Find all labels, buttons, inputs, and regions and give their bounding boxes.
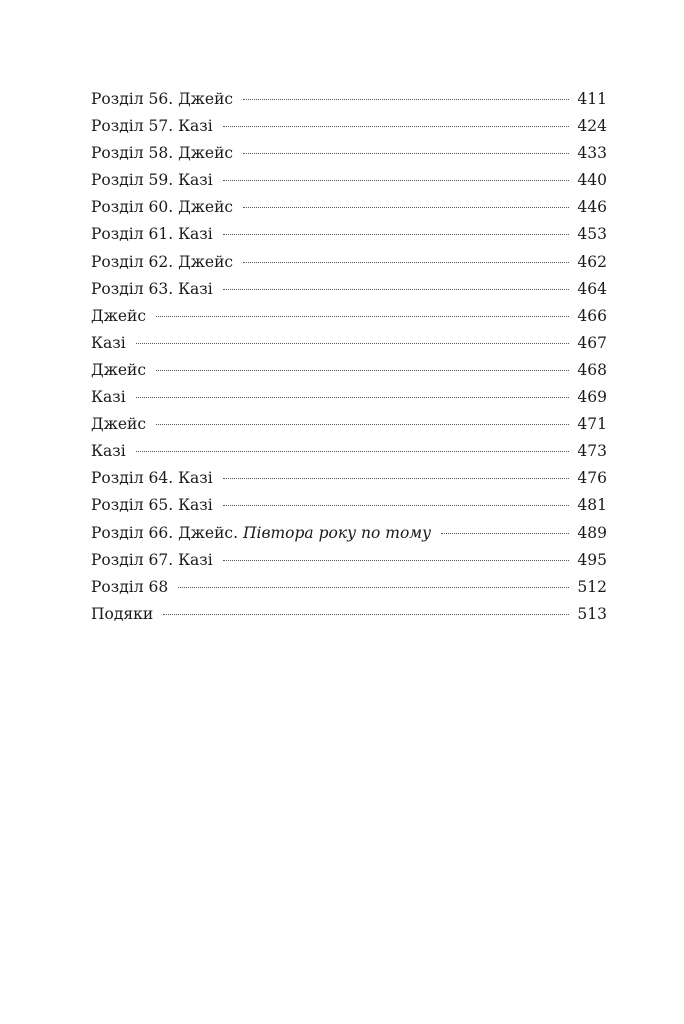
toc-entry[interactable] [91,303,607,330]
toc-entry-page: 464 [577,279,607,298]
dot-leader [223,126,569,127]
dot-leader [163,614,569,615]
dot-leader [243,207,569,208]
toc-entry-title: Розділ 63. Казі [91,279,213,298]
dot-leader [223,505,569,506]
toc-entry-page: 411 [577,90,607,108]
toc-entry[interactable] [91,547,607,574]
toc-entry[interactable] [91,520,607,547]
toc-entry[interactable] [91,574,607,601]
toc-entry-page: 433 [577,144,607,163]
toc-entry-title: Розділ 65. Казі [91,496,213,515]
toc-entry[interactable] [91,86,607,113]
toc-entry[interactable] [91,438,607,465]
toc-entry[interactable] [91,276,607,303]
dot-leader [136,397,569,398]
table-of-contents [91,86,607,628]
toc-entry-title: Розділ 68 [91,577,169,596]
toc-entry-page: 469 [577,388,607,407]
toc-entry-page: 467 [577,333,607,352]
dot-leader [243,262,569,263]
toc-entry-page: 476 [577,469,607,488]
toc-entry-title: Казі [91,333,126,352]
toc-entry-title: Розділ 66. Джейс. Півтора року по тому [91,523,432,542]
dot-leader [223,560,569,561]
toc-entry[interactable] [91,113,607,140]
dot-leader [223,478,569,479]
toc-entry[interactable] [91,601,607,628]
dot-leader [223,234,569,235]
toc-entry-page: 462 [577,252,607,271]
toc-entry[interactable] [91,357,607,384]
toc-entry-title: Розділ 59. Казі [91,171,213,190]
dot-leader [223,289,569,290]
toc-entry-title: Розділ 62. Джейс [91,252,234,271]
dot-leader [223,180,569,181]
dot-leader [243,99,569,100]
toc-entry-page: 440 [577,171,607,190]
toc-entry-page: 453 [577,225,607,244]
toc-entry-page: 495 [577,550,607,569]
toc-entry[interactable] [91,465,607,492]
dot-leader [243,153,569,154]
toc-entry[interactable] [91,167,607,194]
toc-entry-title: Розділ 56. Джейс [91,90,234,108]
toc-entry[interactable] [91,411,607,438]
toc-entry-title: Розділ 60. Джейс [91,198,234,217]
dot-leader [156,424,569,425]
toc-entry-title: Казі [91,442,126,461]
toc-entry-page: 513 [577,604,607,623]
toc-entry-title: Джейс [91,415,147,434]
toc-entry-subtitle: Півтора року по тому [242,523,432,542]
toc-entry-title: Розділ 57. Казі [91,117,213,136]
toc-entry[interactable] [91,249,607,276]
toc-entry-page: 446 [577,198,607,217]
toc-entry-page: 468 [577,360,607,379]
dot-leader [441,533,569,534]
dot-leader [136,451,569,452]
toc-entry-title: Розділ 58. Джейс [91,144,234,163]
dot-leader [178,587,569,588]
toc-entry-page: 466 [577,306,607,325]
dot-leader [156,370,569,371]
toc-entry-title: Джейс [91,306,147,325]
toc-entry[interactable] [91,492,607,519]
toc-entry-title: Розділ 61. Казі [91,225,213,244]
toc-entry-page: 489 [577,523,607,542]
toc-entry-title: Подяки [91,604,154,623]
toc-entry-title: Розділ 67. Казі [91,550,213,569]
toc-entry-page: 481 [577,496,607,515]
toc-entry-page: 424 [577,117,607,136]
toc-entry-page: 473 [577,442,607,461]
toc-entry-title: Розділ 64. Казі [91,469,213,488]
toc-entry[interactable] [91,221,607,248]
toc-entry-title: Казі [91,388,126,407]
toc-entry[interactable] [91,140,607,167]
dot-leader [136,343,569,344]
toc-entry-page: 471 [577,415,607,434]
toc-entry[interactable] [91,330,607,357]
toc-entry[interactable] [91,194,607,221]
dot-leader [156,316,569,317]
toc-entry[interactable] [91,384,607,411]
toc-entry-page: 512 [577,577,607,596]
toc-entry-title: Джейс [91,360,147,379]
